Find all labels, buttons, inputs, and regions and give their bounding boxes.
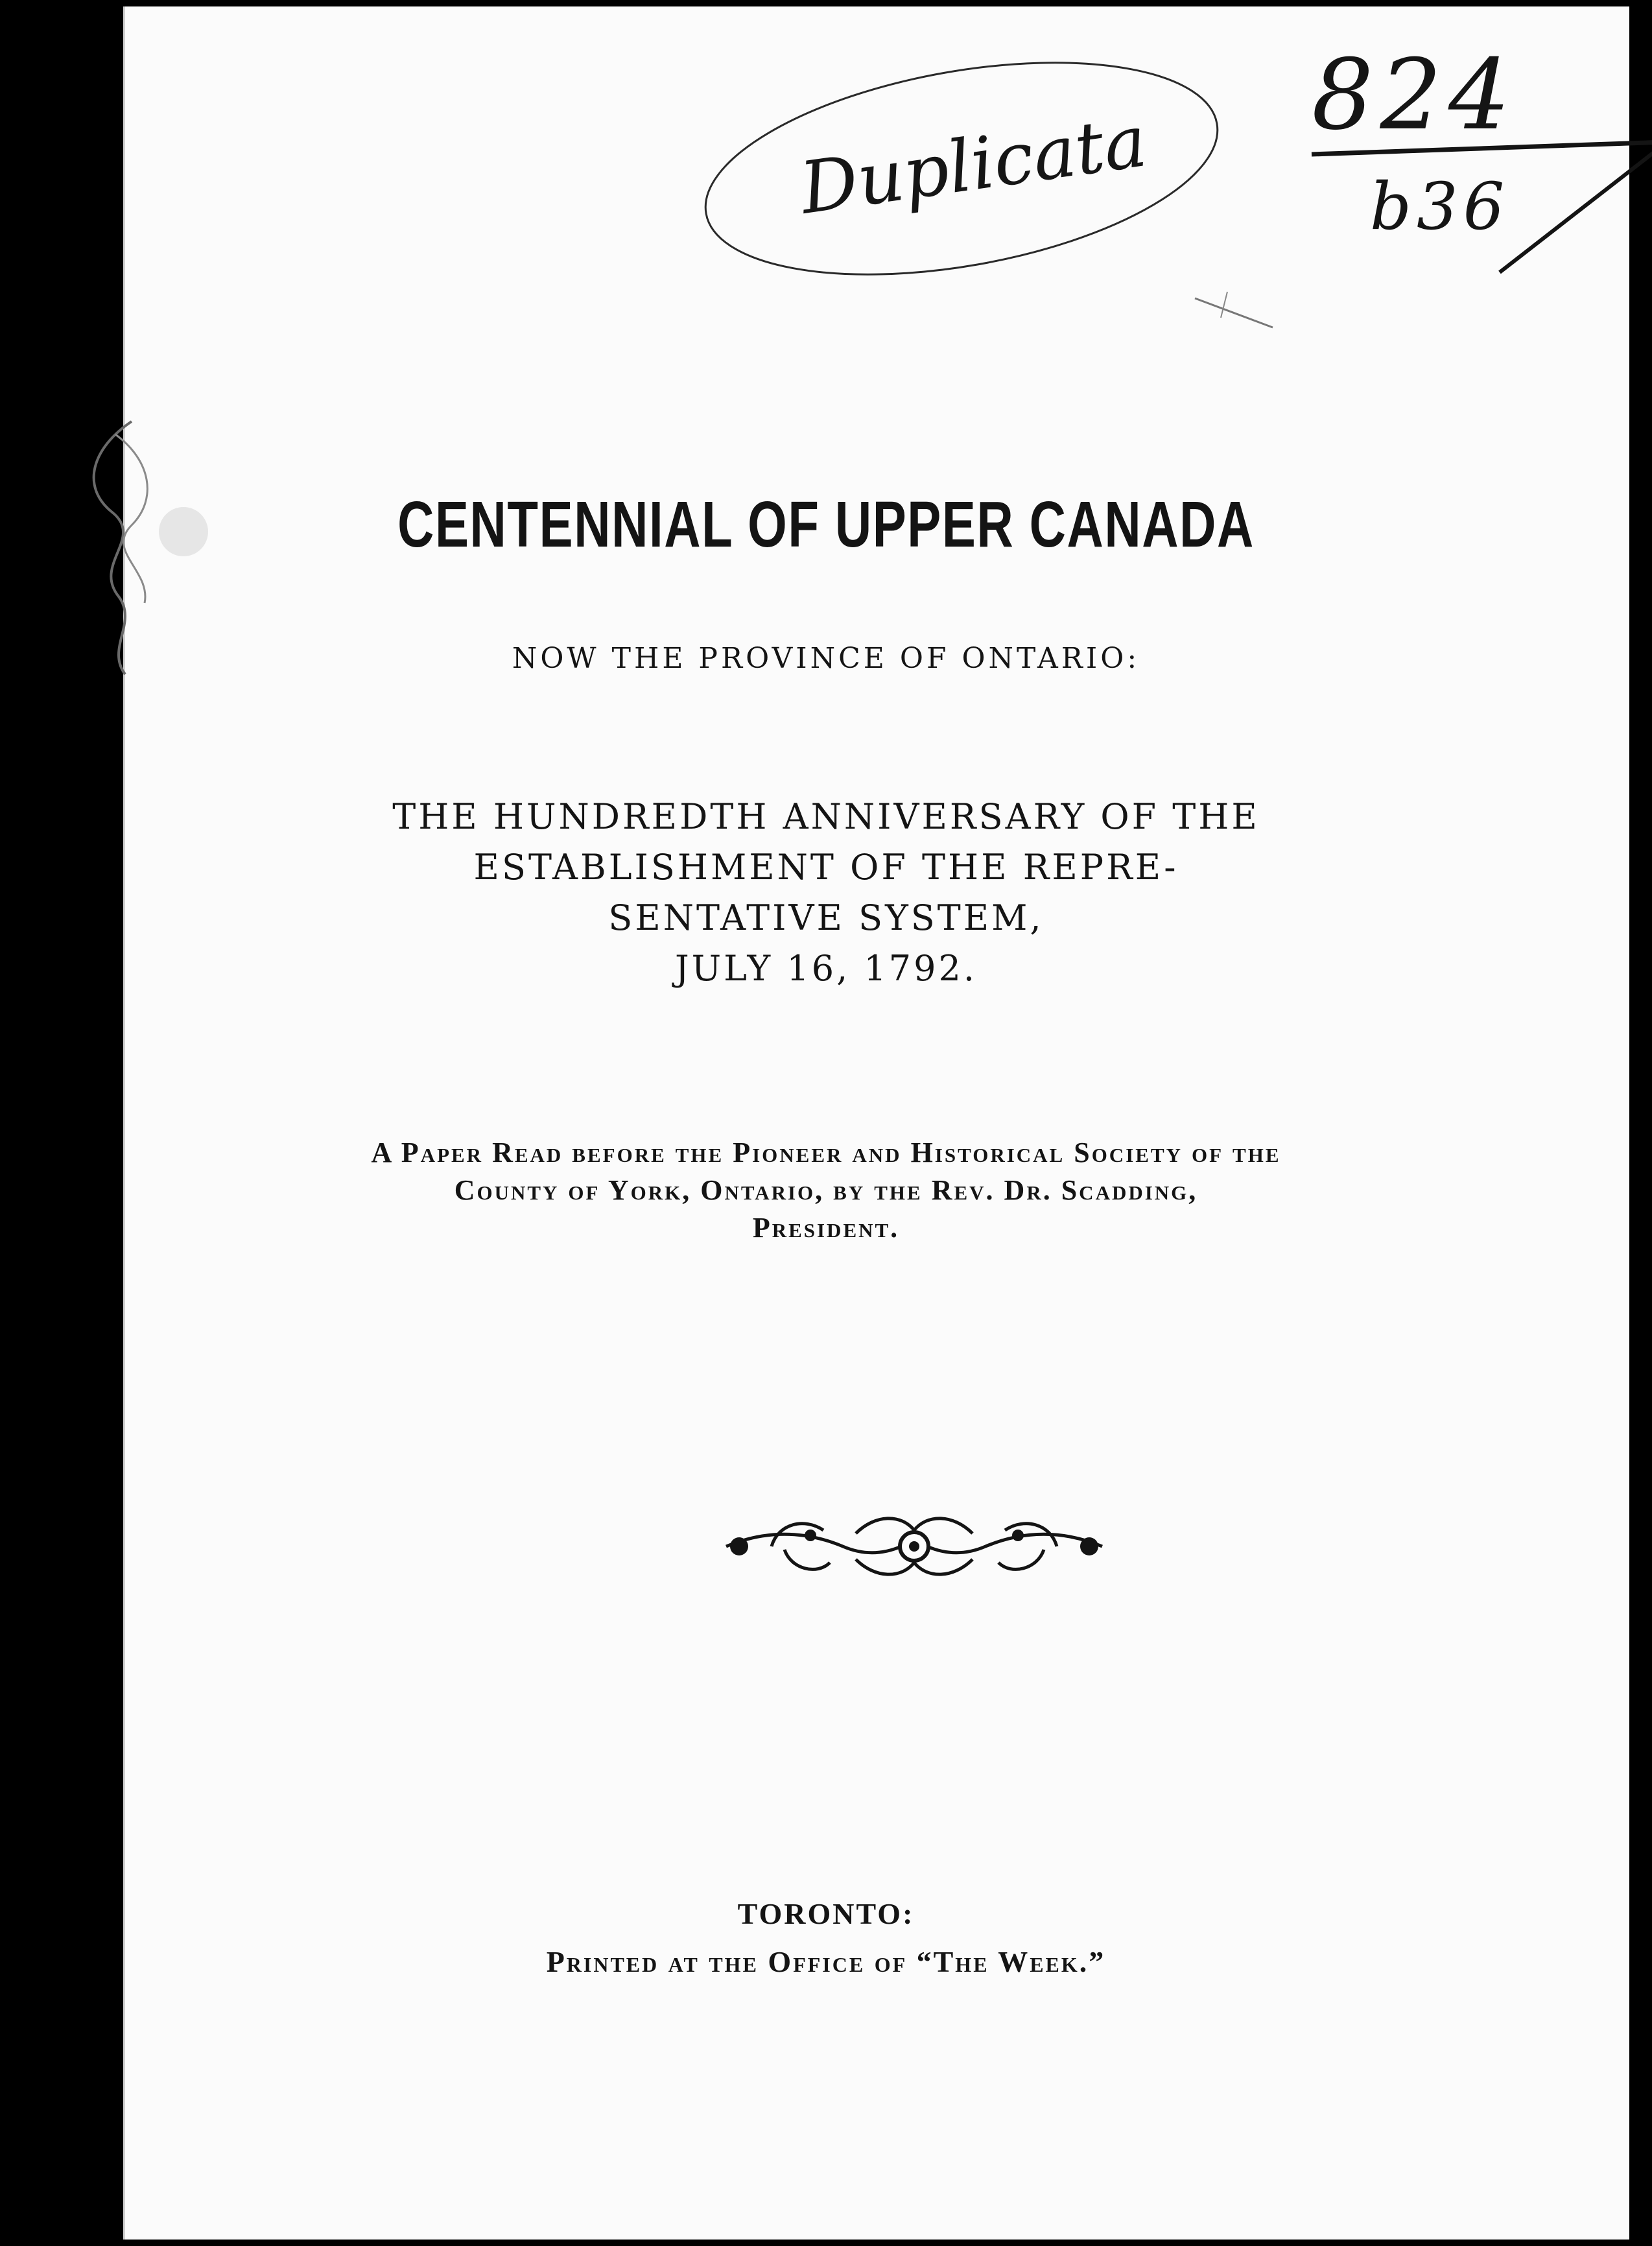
handwritten-note: Duplicata [795,99,1152,230]
paper-line-3: President. [752,1212,900,1244]
anniversary-line-3: SENTATIVE SYSTEM, [608,897,1044,938]
paper-line-2: County of York, Ontario, by the Rev. Dr. Scadding, [454,1174,1198,1206]
anniversary-line-4: JULY 16, 1792. [674,948,977,989]
handwritten-number-bottom: b36 [1370,169,1510,244]
anniversary-line-1: THE HUNDREDTH ANNIVERSARY OF THE [392,796,1260,837]
ornament-icon [713,1504,1115,1589]
handwritten-number-top: 824 [1312,39,1517,152]
imprint-printer: Printed at the Office of “The Week.” [546,1945,1106,1978]
paper-line-1: A Paper Read before the Pioneer and Historical Society of the [371,1137,1281,1168]
stray-mark-icon [1188,285,1279,337]
page-subtitle: NOW THE PROVINCE OF ONTARIO: [512,642,1140,675]
imprint-city: TORONTO: [737,1897,915,1930]
anniversary-line-2: ESTABLISHMENT OF THE REPRE- [473,847,1179,888]
page-title: CENTENNIAL OF UPPER CANADA [397,488,1255,561]
